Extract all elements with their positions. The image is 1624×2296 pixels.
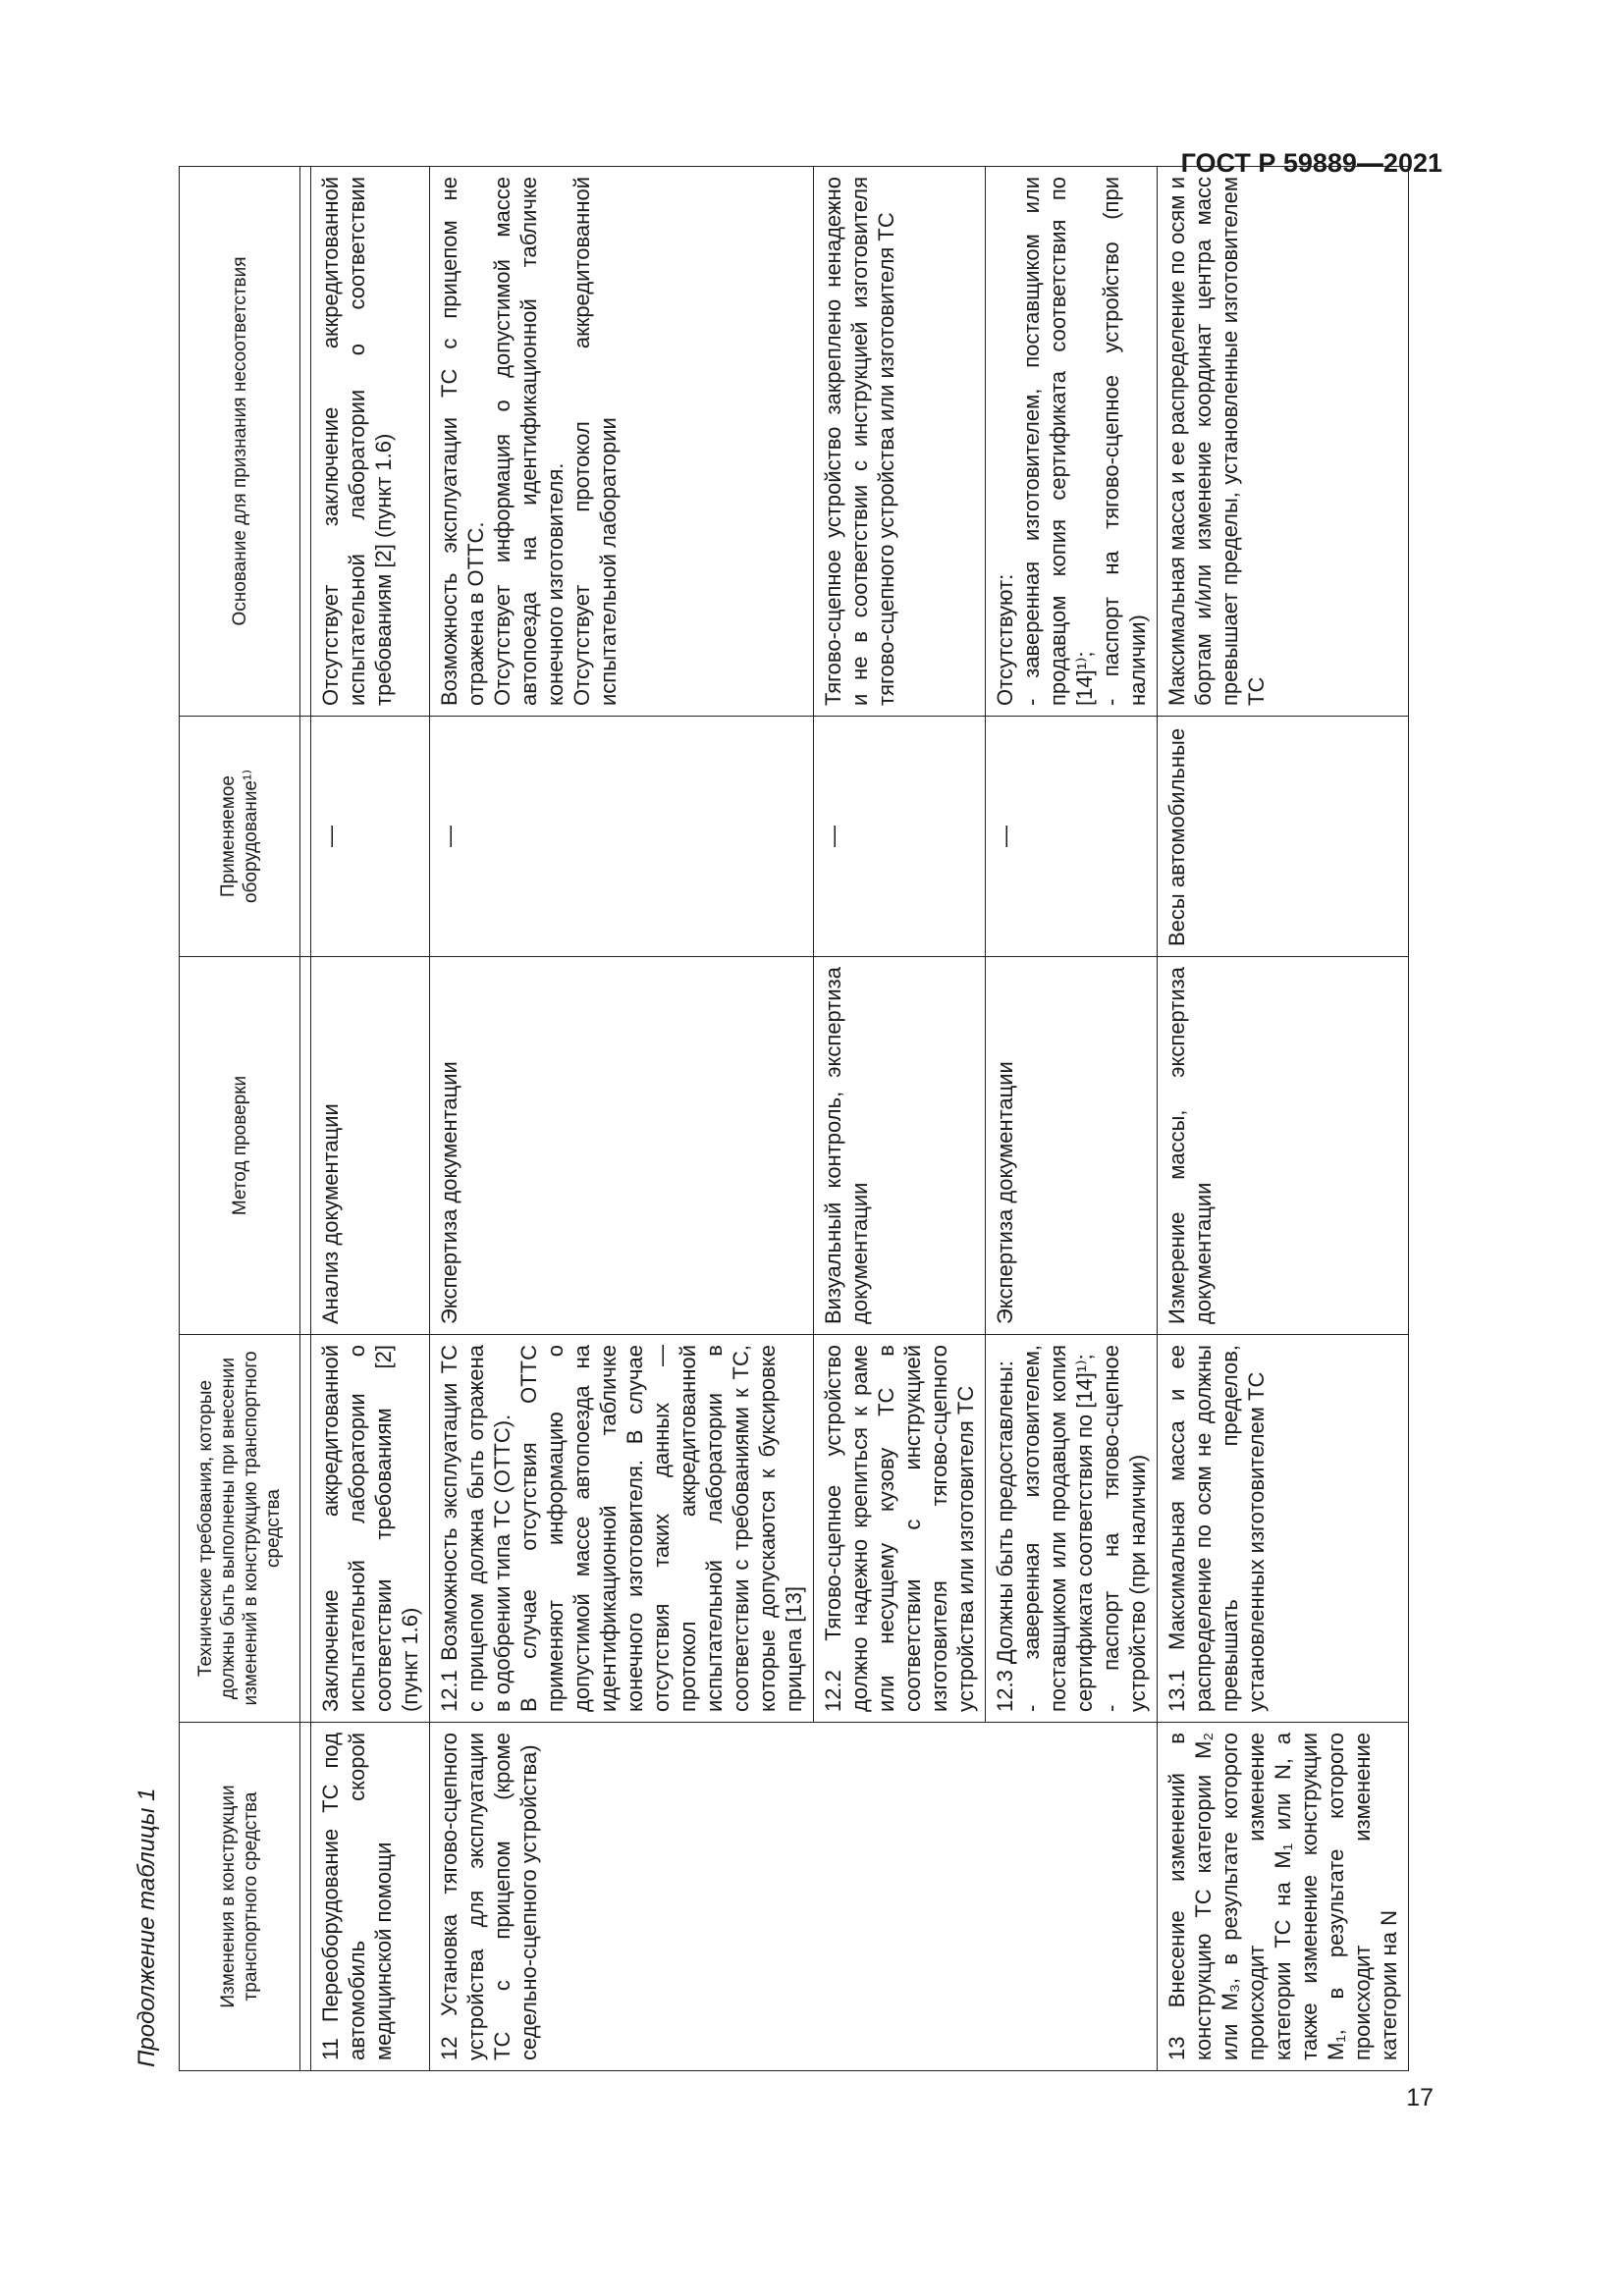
cell-line: Отсутствует протокол аккредитованной испытательной лаборатории — [569, 177, 621, 706]
gap-cell — [300, 167, 311, 717]
cell-change — [311, 1723, 430, 2071]
cell-line: Анализ документации — [318, 1103, 343, 1324]
cell-line: Тягово-сцепное устройство закреплено ненадежно и не в соответствии с инструкцией изготовителя тягово-сцепного устройства или изготовителя ТС — [821, 177, 898, 706]
cell-requirements — [986, 1335, 1158, 1723]
gap-cell — [300, 1335, 311, 1723]
col-header-requirements: Технические требования, которые должны быть выполнены при внесении изменений в конструкцию транспортного средства — [180, 1335, 300, 1723]
cell-requirements — [311, 1335, 430, 1723]
gap-cell — [300, 957, 311, 1335]
table-caption: Продолжение таблицы 1 — [134, 1788, 160, 2067]
cell-line: 11 Переоборудование ТС под автомобиль скорой медицинской помощи — [318, 1733, 396, 2060]
cell-line: Весы автомобильные — [1164, 727, 1189, 946]
cell-line: - паспорт на тягово-сцепное устройство (при наличии) — [1099, 1345, 1150, 1712]
cell-basis — [430, 167, 814, 717]
cell-requirements — [430, 1335, 814, 1723]
cell-line: 12.2 Тягово-сцепное устройство должно надежно крепиться к раме или несущему кузову ТС в соответствии с инструкцией изготовителя тягово-сцепного устройства или изготовителя ТС — [821, 1345, 978, 1712]
col-header-method: Метод проверки — [180, 957, 300, 1335]
cell-line: Максимальная масса и ее распределение по осям и бортам и/или изменение координат центра масс превышает пределы, установленные изготовителем ТС — [1164, 177, 1269, 706]
table-row — [1158, 167, 1409, 2071]
cell-line: - паспорт на тягово-сцепное устройство (при наличии) — [1099, 177, 1150, 706]
cell-method — [814, 957, 986, 1335]
document-id: ГОСТ Р 59889—2021 — [1180, 148, 1442, 178]
header-gap-row — [300, 167, 311, 2071]
page-number: 17 — [1406, 2084, 1434, 2111]
cell-line: 12 Установка тягово-сцепного устройства для эксплуатации ТС с прицепом (кроме седельно-сцепного устройства) — [437, 1733, 541, 2060]
cell-basis — [311, 167, 430, 717]
col-header-change: Изменения в конструкции транспортного средства — [180, 1723, 300, 2071]
cell-line: Экспертиза документации — [993, 1061, 1017, 1324]
cell-line: В случае отсутствия ОТТС применяют информацию о допустимой массе автопоезда на идентификационной табличке конечного изготовителя. В случае отсутствия таких данных — протокол аккредитованной испытательной лаборатории в соответствии с требованиями к ТС, которые допускаются к буксировке прицепа [13] — [516, 1345, 806, 1712]
cell-line: - заверенная изготовителем, поставщиком или продавцом копия сертификата соответствия по [14]¹⁾; — [1019, 177, 1097, 706]
cell-requirements — [814, 1335, 986, 1723]
table-row — [430, 167, 814, 2071]
cell-line: Визуальный контроль, экспертиза документации — [821, 967, 872, 1324]
cell-equipment — [814, 717, 986, 957]
col-header-equipment: Применяемое оборудование¹⁾ — [180, 717, 300, 957]
cell-equipment — [430, 717, 814, 957]
cell-line: — — [318, 826, 343, 847]
cell-line: — — [437, 826, 461, 847]
cell-line: — — [821, 826, 845, 847]
cell-method — [430, 957, 814, 1335]
cell-line: 12.3 Должны быть предоставлены: — [993, 1361, 1017, 1712]
cell-line: 13 Внесение изменений в конструкцию ТС категории M₂ или M₃, в результате которого происходит изменение категории ТС на M₁ или N, а также изменение конструкции M₁, в результате которого происходит изменение категории на N — [1164, 1733, 1401, 2060]
cell-method — [986, 957, 1158, 1335]
cell-equipment — [1158, 717, 1409, 957]
cell-method — [311, 957, 430, 1335]
cell-method — [1158, 957, 1409, 1335]
cell-equipment — [986, 717, 1158, 957]
table-row — [311, 167, 430, 2071]
cell-change — [430, 1723, 1158, 2071]
table-header-row — [180, 167, 300, 2071]
cell-equipment — [311, 717, 430, 957]
col-header-basis: Основание для признания несоответствия — [180, 167, 300, 717]
gap-cell — [300, 1723, 311, 2071]
cell-line: Измерение массы, экспертиза документации — [1164, 967, 1216, 1324]
cell-line: Отсутствует информация о допустимой массе автопоезда на идентификационной табличке конечного изготовителя. — [490, 177, 568, 706]
cell-line: Заключение аккредитованной испытательной лаборатории о соответствии требованиям [2] (пункт 1.6) — [318, 1345, 422, 1712]
cell-requirements — [1158, 1335, 1409, 1723]
cell-basis — [814, 167, 986, 717]
cell-change — [1158, 1723, 1409, 2071]
rotated-table-block — [128, 167, 1434, 2071]
cell-line: 13.1 Максимальная масса и ее распределение по осям не должны превышать пределов, установленных изготовителем ТС — [1164, 1345, 1269, 1712]
requirements-table — [179, 166, 1409, 2071]
cell-line: - заверенная изготовителем, поставщиком или продавцом копия сертификата соответствия по [14]¹⁾; — [1019, 1345, 1097, 1712]
cell-line: Отсутствуют: — [993, 573, 1017, 706]
cell-line: 12.1 Возможность эксплуатации ТС с прицепом должна быть отражена в одобрении типа ТС (ОТТС). — [437, 1345, 514, 1712]
cell-line: Отсутствует заключение аккредитованной испытательной лаборатории о соответствии требованиям [2] (пункт 1.6) — [318, 177, 396, 706]
cell-basis — [986, 167, 1158, 717]
cell-line: Экспертиза документации — [437, 1061, 461, 1324]
cell-basis — [1158, 167, 1409, 717]
cell-line: — — [993, 826, 1017, 847]
gap-cell — [300, 717, 311, 957]
cell-line: Возможность эксплуатации ТС с прицепом не отражена в ОТТС. — [437, 177, 488, 706]
